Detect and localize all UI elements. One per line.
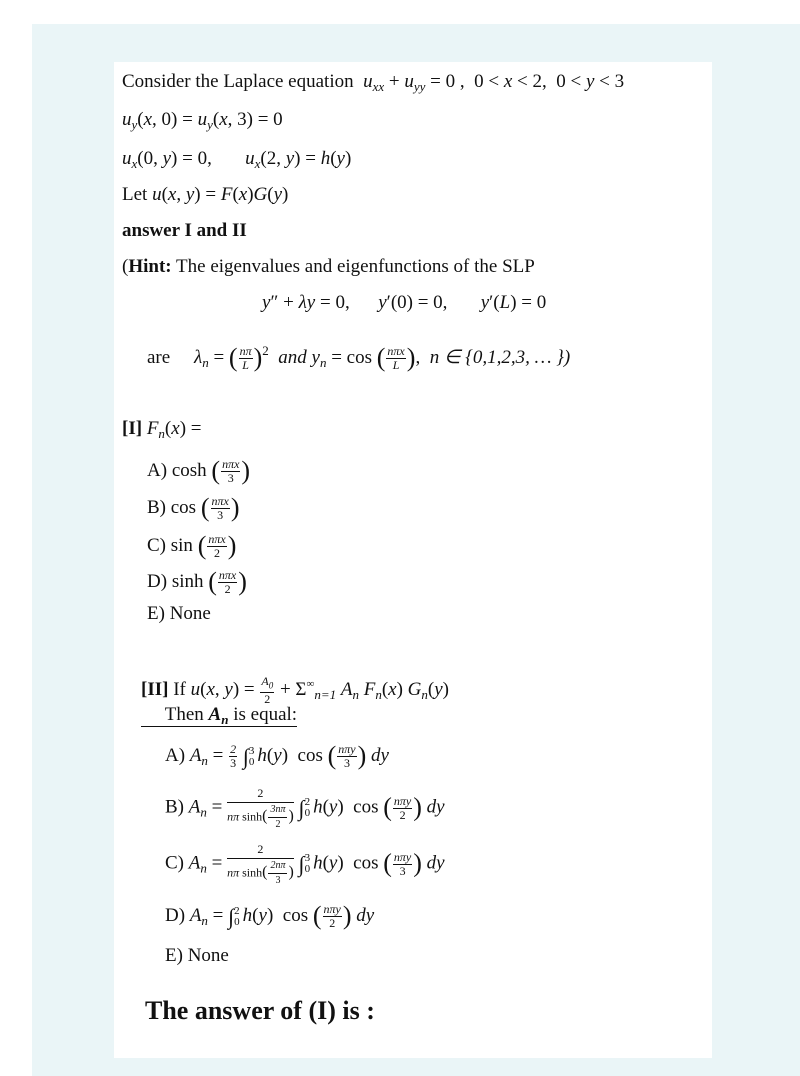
part2-option-d[interactable]: D) $A_n$ = ∫ 2 0 h(y) cos ( $\frac{\text{nπy}}{2}$ ) dy [165,901,375,931]
answer-prompt: The answer of (I) is : [145,996,375,1025]
part2-option-c[interactable]: C) $A_n$ = 2 nπ sinh( $\frac{2n\pi}{3}$ ) ∫ 3 0 h(y) cos ( $\frac{\text{nπy}}{3}$ ) dy [165,842,445,886]
n-set: n ∈ {0,1,2,3, … }) [429,347,571,368]
part2-heading: [II] If u(x, y) = $\frac{A_0}{2}$ + $\Sigma^\infty_{n=1}$ $A_n$ $F_n(x)$ $G_n(y)$ [141,673,449,707]
intro-line-pde: Consider the Laplace equation $u_{xx} + u_{yy} = 0$ , 0 < x < 2, 0 < y < 3 [122,71,625,94]
hint-label: Hint: [128,256,172,277]
part1-option-c[interactable]: C) sin ( $\frac{\text{nπx}}{2}$ ) [147,531,237,561]
hint-text: The eigenvalues and eigenfunctions of the SLP [176,256,535,277]
eigen-line: are $\lambda_n$ = ( $\frac{n\pi}{L}$ )$^2$ and $y_n = \cos$ ( $\frac{\text{nπx}}{L}$ ), n ∈ {0,1,2,3, … }) [147,343,571,373]
bc-x-line: $u_x(0$, y) = 0, $u_x(2$, y) = h(y) [122,148,352,171]
separation-line: Let u(x, y) = F(x)G(y) [122,184,289,205]
part2-option-b[interactable]: B) $A_n$ = 2 nπ sinh( $\frac{3n\pi}{2}$ ) ∫ 2 0 h(y) cos ( $\frac{\text{nπy}}{2}$ ) dy [165,786,445,830]
part1-option-e[interactable]: E) None [147,603,211,624]
part1-option-a[interactable]: A) cosh ( $\frac{\text{nπx}}{3}$ ) [147,456,251,486]
hint-line: (Hint: The eigenvalues and eigenfunctions of the SLP [122,256,535,277]
part2-option-a[interactable]: A) $A_n$ = $\frac{2}{3}$ ∫ 3 0 h(y) cos ( $\frac{\text{nπy}}{3}$ ) dy [165,741,389,771]
part1-heading: [I] $F_n(x)$ = [122,418,202,441]
slp-equation: y″ + λy = 0, y′(0) = 0, y′(L) = 0 [262,292,547,313]
sep-label: Let [122,184,148,205]
part2-option-e[interactable]: E) None [165,945,229,966]
part1-option-d[interactable]: D) sinh ( $\frac{\text{nπx}}{2}$ ) [147,567,247,597]
instruction: answer I and II [122,220,247,241]
bc-y-line: $u_y(x$, $0) = u_y(x$, 3) = 0 [122,109,283,132]
intro-consider: Consider the Laplace equation [122,71,354,92]
are-label: are [147,347,171,368]
part2-then-line: Then $A_n$ is equal: [141,703,297,732]
part1-option-b[interactable]: B) cos ( $\frac{\text{nπx}}{3}$ ) [147,493,240,523]
